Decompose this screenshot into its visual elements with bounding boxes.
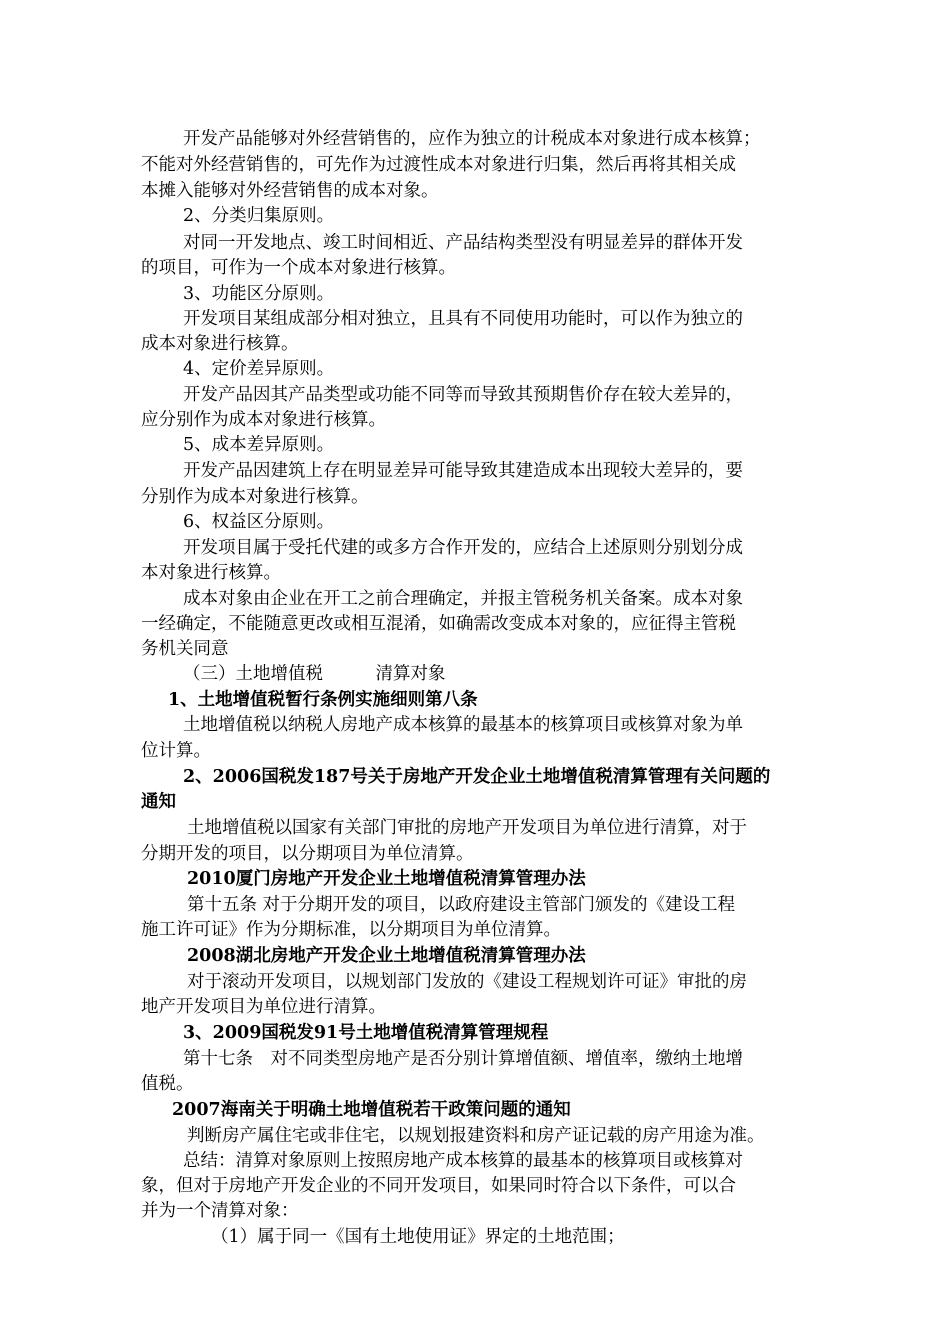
text-line: 1、土地增值税暂行条例实施细则第八条: [168, 690, 478, 710]
text-line: 判断房产属住宅或非住宅，以规划报建资料和房产证记载的房产用途为准。: [187, 1126, 765, 1146]
text-line: 土地增值税以国家有关部门审批的房地产开发项目为单位进行清算，对于: [187, 818, 747, 838]
text-line: 地产开发项目为单位进行清算。: [141, 997, 386, 1017]
text-line: 本对象进行核算。: [141, 563, 281, 583]
text-line: 分期开发的项目，以分期项目为单位清算。: [141, 844, 474, 864]
text-line: 本摊入能够对外经营销售的成本对象。: [141, 181, 439, 201]
text-line: 2、2006国税发187号关于房地产开发企业土地增值税清算管理有关问题的: [183, 767, 771, 787]
text-line: 2007海南关于明确土地增值税若干政策问题的通知: [172, 1100, 571, 1120]
text-line: 成本对象由企业在开工之前合理确定，并报主管税务机关备案。成本对象: [183, 589, 743, 609]
text-line: 土地增值税以纳税人房地产成本核算的最基本的核算项目或核算对象为单: [183, 715, 743, 735]
text-line: 2010厦门房地产开发企业土地增值税清算管理办法: [187, 869, 586, 889]
text-line: 对同一开发地点、竣工时间相近、产品结构类型没有明显差异的群体开发: [183, 233, 743, 253]
text-line: 通知: [141, 792, 176, 812]
text-line: 应分别作为成本对象进行核算。: [141, 410, 386, 430]
text-line: 开发产品能够对外经营销售的，应作为独立的计税成本对象进行成本核算；: [183, 129, 761, 149]
section-heading: （三）土地增值税 清算对象: [183, 664, 446, 684]
text-line: 务机关同意: [141, 639, 229, 659]
text-line: 总结：清算对象原则上按照房地产成本核算的最基本的核算项目或核算对: [183, 1151, 743, 1171]
text-line: 2、分类归集原则。: [183, 206, 335, 226]
text-line: 的项目，可作为一个成本对象进行核算。: [141, 258, 456, 278]
text-line: 3、功能区分原则。: [183, 284, 335, 304]
text-line: 6、权益区分原则。: [183, 512, 335, 532]
text-line: 第十五条 对于分期开发的项目，以政府建设主管部门颁发的《建设工程: [187, 895, 736, 915]
text-line: 开发产品因建筑上存在明显差异可能导致其建造成本出现较大差异的，要: [183, 461, 743, 481]
text-line: 不能对外经营销售的，可先作为过渡性成本对象进行归集，然后再将其相关成: [141, 155, 736, 175]
text-line: 成本对象进行核算。: [141, 334, 299, 354]
text-line: 开发产品因其产品类型或功能不同等而导致其预期售价存在较大差异的，: [183, 385, 743, 405]
text-line: 施工许可证》作为分期标准，以分期项目为单位清算。: [141, 920, 561, 940]
text-line: 开发项目属于受托代建的或多方合作开发的，应结合上述原则分别划分成: [183, 538, 743, 558]
text-line: 对于滚动开发项目，以规划部门发放的《建设工程规划许可证》审批的房: [187, 972, 747, 992]
text-line: 并为一个清算对象：: [141, 1201, 299, 1221]
text-line: 5、成本差异原则。: [183, 435, 335, 455]
text-line: 2008湖北房地产开发企业土地增值税清算管理办法: [187, 946, 586, 966]
text-line: 4、定价差异原则。: [183, 359, 335, 379]
text-line: （1）属于同一《国有土地使用证》界定的土地范围；: [211, 1227, 625, 1247]
text-line: 象，但对于房地产开发企业的不同开发项目，如果同时符合以下条件，可以合: [141, 1176, 736, 1196]
text-line: 分别作为成本对象进行核算。: [141, 487, 369, 507]
text-line: 3、2009国税发91号土地增值税清算管理规程: [183, 1023, 549, 1043]
text-line: 值税。: [141, 1074, 194, 1094]
text-line: 第十七条 对不同类型房地产是否分别计算增值额、增值率，缴纳土地增: [183, 1049, 743, 1069]
text-line: 开发项目某组成部分相对独立，且具有不同使用功能时，可以作为独立的: [183, 309, 743, 329]
text-line: 一经确定，不能随意更改或相互混淆，如确需改变成本对象的，应征得主管税: [141, 614, 736, 634]
text-line: 位计算。: [141, 741, 211, 761]
